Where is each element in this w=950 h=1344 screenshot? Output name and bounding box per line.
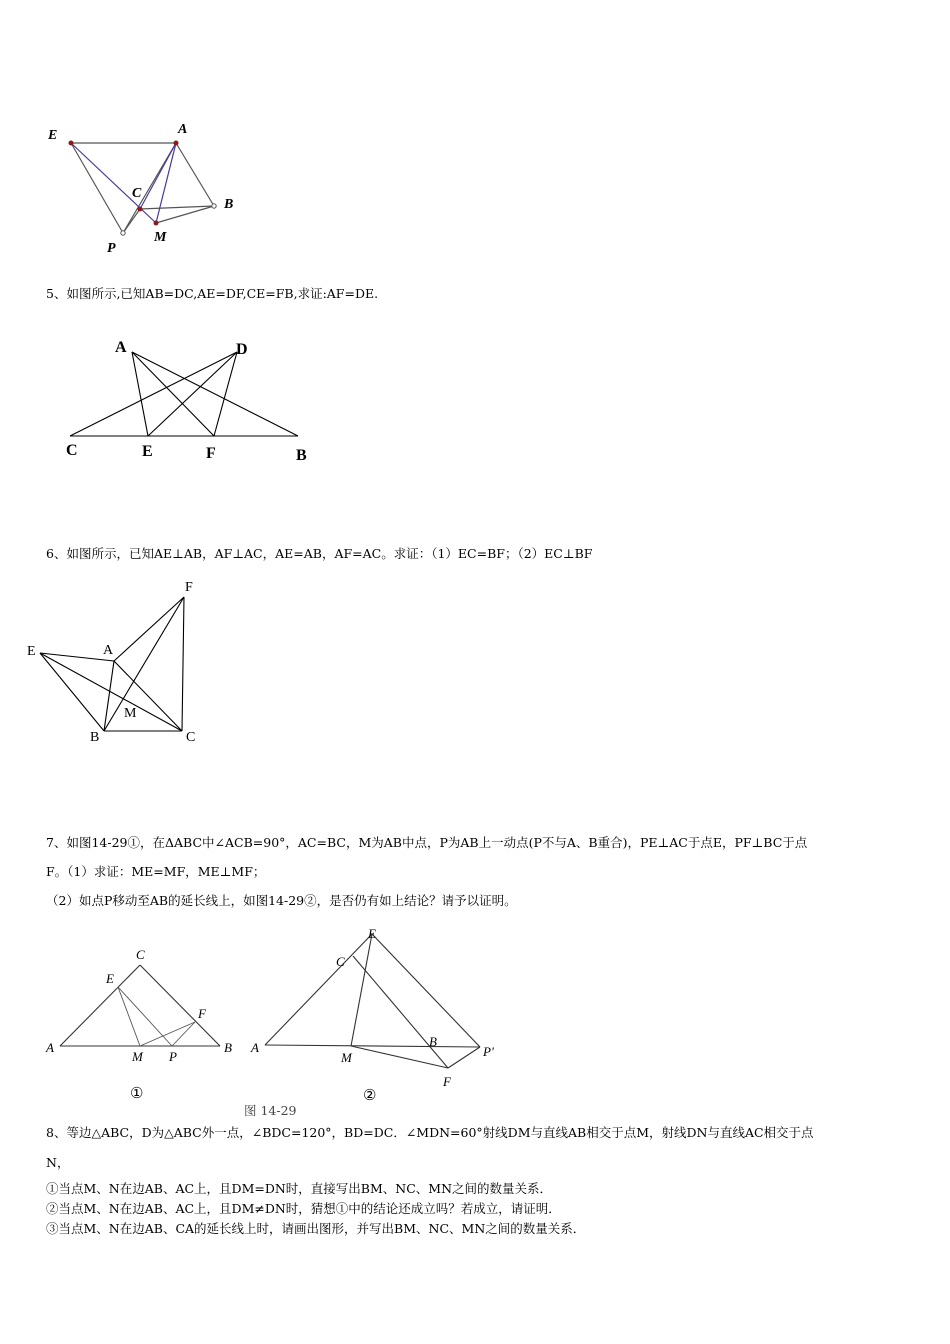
segment-AB xyxy=(132,352,298,436)
segment-AC xyxy=(60,965,140,1046)
label-B: B xyxy=(429,1034,437,1049)
label-P: P xyxy=(107,241,116,256)
segment-AE xyxy=(265,934,372,1045)
label-C: C xyxy=(336,954,345,969)
label-F: F xyxy=(198,1006,206,1021)
label-A: A xyxy=(46,1040,54,1055)
segment-EM xyxy=(351,934,372,1046)
segment-CF xyxy=(353,956,448,1068)
figure-1-caption: ① xyxy=(130,1084,144,1102)
question-8-item-3: ③当点M、N在边AB、CA的延长线上时，请画出图形，并写出BM、NC、MN之间的数量关系． xyxy=(46,1221,586,1236)
segment-DF xyxy=(214,352,237,436)
label-B: B xyxy=(224,1040,232,1055)
question-8-item-1: ①当点M、N在边AB、AC上，且DM=DN时，直接写出BM、NC、MN之间的数量关系． xyxy=(46,1181,553,1196)
label-E: E xyxy=(368,926,376,941)
label-M: M xyxy=(341,1050,352,1065)
segment-PF xyxy=(448,1047,480,1068)
label-E: E xyxy=(142,443,153,460)
label-M: M xyxy=(132,1049,143,1064)
label-P: P xyxy=(169,1049,177,1064)
label-F: F xyxy=(185,580,193,595)
point-B xyxy=(212,204,216,208)
segment-EM xyxy=(71,143,156,223)
segment-MF xyxy=(351,1046,448,1068)
segment-CB xyxy=(140,965,220,1046)
label-D: D xyxy=(236,341,248,358)
figure-q6 xyxy=(20,575,220,755)
label-E: E xyxy=(48,128,58,143)
segment-EB xyxy=(40,653,104,731)
point-M xyxy=(154,221,159,226)
figure-title: 图 14-29 xyxy=(244,1103,297,1118)
segment-AF xyxy=(114,597,184,661)
label-F: F xyxy=(443,1074,451,1089)
figure-q4 xyxy=(40,115,250,260)
segment-PF xyxy=(172,1022,195,1046)
label-A: A xyxy=(103,643,114,658)
question-5-text: 5、如图所示,已知AB=DC,AE=DF,CE=FB,求证:AF=DE. xyxy=(46,286,379,301)
segment-EP xyxy=(372,934,480,1047)
question-7-line2: F。（1）求证：ME=MF，ME⊥MF； xyxy=(46,864,266,879)
segment-AC xyxy=(140,143,176,209)
label-C: C xyxy=(136,947,145,962)
segment-EP xyxy=(118,987,172,1046)
question-6-text: 6、如图所示，已知AE⊥AB，AF⊥AC，AE=AB，AF=AC。求证：（1）EC=BF；（2）EC⊥BF xyxy=(46,546,593,561)
question-8-line2: N， xyxy=(46,1155,70,1170)
segment-DE xyxy=(148,352,237,436)
segment-AP xyxy=(265,1045,480,1047)
point-E xyxy=(69,141,74,146)
label-P-prime: P' xyxy=(483,1044,494,1059)
label-B: B xyxy=(90,730,100,745)
label-M: M xyxy=(154,230,167,245)
label-A: A xyxy=(115,339,127,356)
point-P xyxy=(121,231,125,235)
figure-2-caption: ② xyxy=(363,1086,377,1104)
segment-AB xyxy=(176,143,214,206)
question-8-line1: 8、等边△ABC，D为△ABC外一点，∠BDC=120°，BD=DC．∠MDN=60°射线DM与直线AB相交于点M，射线DN与直线AC相交于点 xyxy=(46,1125,814,1140)
label-B: B xyxy=(224,197,234,212)
figure-14-29-2 xyxy=(245,920,525,1089)
point-C xyxy=(138,207,143,212)
question-7-line3: （2）如点P移动至AB的延长线上，如图14-29②，是否仍有如上结论？请予以证明。 xyxy=(46,893,517,908)
segment-AM xyxy=(156,143,176,223)
segment-EM xyxy=(118,987,140,1046)
figure-14-29-1 xyxy=(40,940,240,1065)
label-C: C xyxy=(66,442,78,459)
label-B: B xyxy=(296,447,307,464)
label-M: M xyxy=(124,706,137,721)
label-C: C xyxy=(132,186,142,201)
segment-CF xyxy=(182,597,184,731)
segment-BF xyxy=(104,597,184,731)
label-E: E xyxy=(27,644,36,659)
segment-CB xyxy=(140,206,214,209)
label-C: C xyxy=(186,730,196,745)
label-E: E xyxy=(106,971,114,986)
segment-AB xyxy=(104,661,114,731)
segment-AF xyxy=(132,352,214,436)
segment-DC xyxy=(70,352,237,436)
label-A: A xyxy=(178,122,188,137)
segment-MF xyxy=(140,1022,195,1046)
figure-q5 xyxy=(60,330,330,465)
segment-AE xyxy=(132,352,148,436)
label-F: F xyxy=(206,445,216,462)
label-A: A xyxy=(251,1040,259,1055)
question-8-item-2: ②当点M、N在边AB、AC上，且DM≠DN时，猜想①中的结论还成立吗？若成立，请证明． xyxy=(46,1201,561,1216)
question-7-line1: 7、如图14-29①，在ΔABC中∠ACB=90°，AC=BC，M为AB中点，P为AB上一动点(P不与A、B重合)，PE⊥AC于点E，PF⊥BC于点 xyxy=(46,835,808,850)
segment-EP xyxy=(71,143,123,233)
point-A xyxy=(174,141,179,146)
